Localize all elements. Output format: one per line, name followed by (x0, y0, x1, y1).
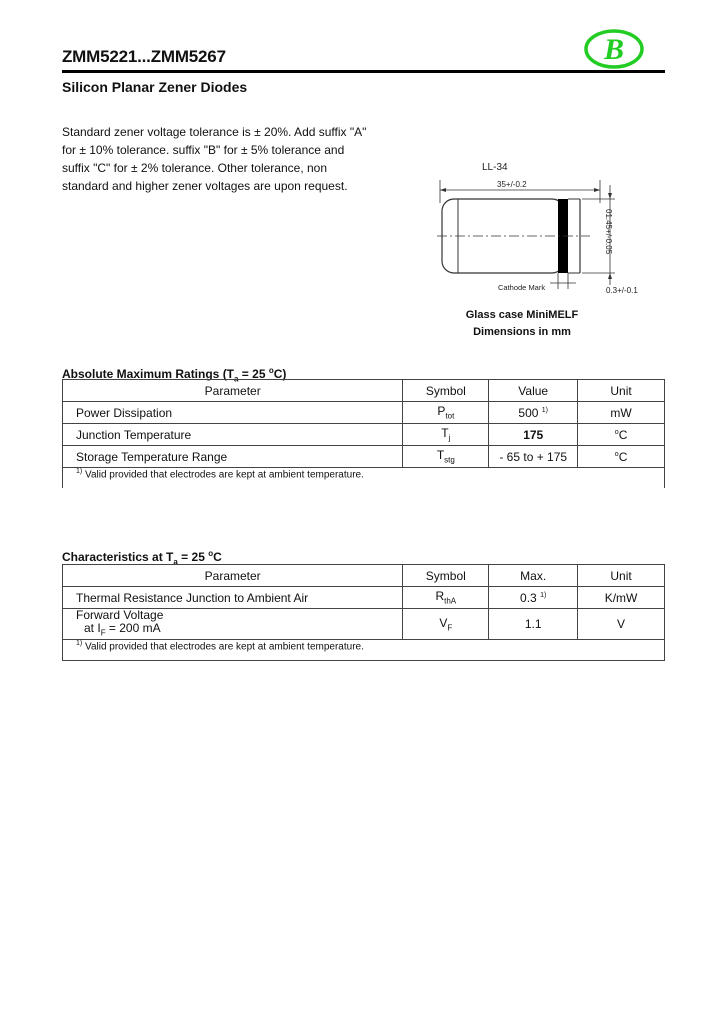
symbol-cell (403, 424, 489, 446)
col-header: Max. (489, 565, 578, 587)
degree: o (614, 450, 619, 458)
degree: o (614, 428, 619, 436)
param-line: Forward Voltage (76, 608, 164, 622)
unit-cell (578, 424, 665, 446)
description-line: Standard zener voltage tolerance is ± 20%. Add suffix "A" (62, 125, 367, 139)
table-row (63, 446, 665, 468)
col-header: Symbol (403, 565, 489, 587)
footnote-text: Valid provided that electrodes are kept at ambient temperature. (82, 641, 364, 653)
heading-text: C) (273, 367, 287, 381)
symbol-cell (403, 609, 489, 640)
symbol-cell (403, 402, 489, 424)
footnote (63, 468, 665, 489)
band-dim-label: 0.3+/-0.1 (606, 286, 638, 295)
unit-cell: K/mW (578, 587, 665, 609)
symbol: T (441, 426, 449, 441)
description-line: standard and higher zener voltages are upon request. (62, 179, 348, 193)
symbol: T (436, 448, 445, 463)
param-cell: Storage Temperature Range (63, 446, 403, 468)
heading-text: C (213, 550, 222, 564)
condition-sub: F (100, 628, 106, 638)
symbol-sub: tot (445, 411, 455, 421)
logo-letter: B (603, 33, 625, 66)
param-condition (76, 622, 402, 639)
description-line: for ± 10% tolerance. suffix "B" for ± 5% tolerance and (62, 143, 345, 157)
param-cell: Power Dissipation (63, 402, 403, 424)
page-subtitle: Silicon Planar Zener Diodes (62, 79, 248, 95)
table-row (63, 424, 665, 446)
symbol-cell (403, 587, 489, 609)
characteristics-table (62, 564, 665, 661)
col-header: Symbol (403, 380, 489, 402)
unit-cell (578, 446, 665, 468)
table-header-row (63, 565, 665, 587)
value-cell: 1.1 (489, 609, 578, 640)
company-logo (583, 28, 645, 70)
page-title: ZMM5221...ZMM5267 (62, 47, 226, 66)
diameter-dim-label: 01.45+/-0.05 (604, 209, 613, 255)
heading-sub: a (234, 374, 239, 384)
diagram-caption-line1: Glass case MiniMELF (465, 309, 579, 321)
table-header-row (63, 380, 665, 402)
package-label: LL-34 (482, 162, 508, 173)
symbol-sub: j (448, 433, 451, 443)
value-cell (489, 587, 578, 609)
footnote-row (63, 640, 665, 661)
condition-text: = 200 mA (105, 621, 161, 635)
heading-text: Absolute Maximum Ratings (T (62, 367, 235, 381)
title-rule (62, 70, 665, 73)
footnote-ref: 1) (541, 406, 549, 414)
cathode-label: Cathode Mark (498, 283, 546, 292)
value-cell: 175 (489, 424, 578, 446)
heading-text: = 25 (177, 550, 209, 564)
param-cell: Junction Temperature (63, 424, 403, 446)
footnote-mark: 1) (76, 468, 83, 475)
col-header: Parameter (63, 380, 403, 402)
symbol: P (437, 404, 446, 419)
length-dim-label: 35+/-0.2 (497, 180, 527, 189)
heading-text: = 25 (238, 367, 269, 381)
symbol: R (435, 589, 445, 604)
table-row (63, 402, 665, 424)
col-header: Parameter (63, 565, 403, 587)
unit: C (618, 427, 628, 442)
col-header: Value (489, 380, 578, 402)
heading-text: Characteristics at T (62, 550, 174, 564)
description-line: suffix "C" for ± 2% tolerance. Other tolerance, non (62, 161, 328, 175)
footnote-row (63, 468, 665, 489)
param-cell: Thermal Resistance Junction to Ambient Air (63, 587, 403, 609)
symbol-cell (403, 446, 489, 468)
unit: C (618, 449, 628, 464)
param-cell (63, 609, 403, 640)
heading-deg: o (268, 366, 274, 375)
footnote-mark: 1) (76, 640, 83, 648)
condition-text: at I (84, 621, 101, 635)
unit-cell: mW (578, 402, 665, 424)
heading-sub: a (173, 557, 178, 567)
footnote-text: Valid provided that electrodes are kept at ambient temperature. (82, 469, 364, 481)
value-cell (489, 402, 578, 424)
footnote (63, 640, 665, 661)
unit-cell: V (578, 609, 665, 640)
symbol-sub: stg (444, 455, 455, 465)
symbol-sub: thA (444, 596, 457, 606)
symbol: V (439, 616, 448, 630)
value: 0.3 (520, 590, 537, 605)
heading-deg: o (208, 549, 214, 558)
value-cell: - 65 to + 175 (489, 446, 578, 468)
symbol-sub: F (447, 623, 453, 633)
abs-max-table (62, 379, 665, 488)
table-row (63, 587, 665, 609)
col-header: Unit (578, 565, 665, 587)
description (62, 123, 392, 195)
value: 500 (518, 405, 539, 420)
table-row (63, 609, 665, 640)
col-header: Unit (578, 380, 665, 402)
footnote-ref: 1) (540, 591, 547, 599)
diagram-caption-line2: Dimensions in mm (473, 326, 571, 338)
